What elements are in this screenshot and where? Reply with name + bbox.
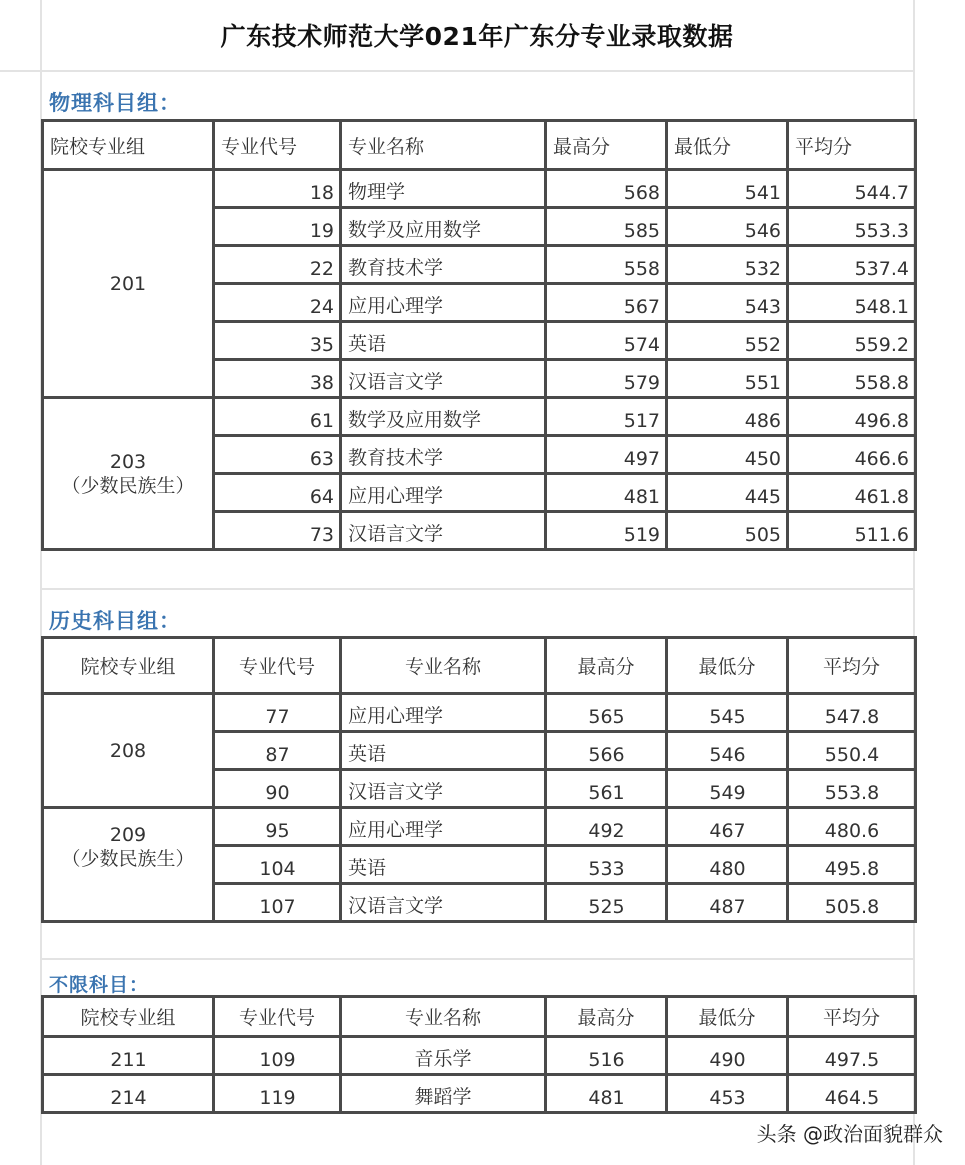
- avg-score: 550.4: [788, 732, 916, 770]
- column-header-group: 院校专业组: [43, 638, 214, 694]
- major-name: 应用心理学: [341, 284, 546, 322]
- group-number: 209: [109, 824, 147, 846]
- table-row: [43, 398, 916, 436]
- max-score: 567: [546, 284, 667, 322]
- avg-score: 558.8: [788, 360, 916, 398]
- max-score: 574: [546, 322, 667, 360]
- major-code: 38: [214, 360, 341, 398]
- table-header-row: [43, 997, 916, 1037]
- avg-score: 505.8: [788, 884, 916, 922]
- min-score: 546: [667, 732, 788, 770]
- column-header-avg: 平均分: [788, 997, 916, 1037]
- group-cell: [43, 170, 214, 398]
- column-header-name: 专业名称: [341, 121, 546, 170]
- min-score: 445: [667, 474, 788, 512]
- group-number: 208: [109, 739, 147, 762]
- max-score: 517: [546, 398, 667, 436]
- avg-score: 547.8: [788, 694, 916, 732]
- max-score: 481: [546, 474, 667, 512]
- table-row: [43, 1037, 916, 1075]
- major-name: 物理学: [341, 170, 546, 208]
- min-score: 505: [667, 512, 788, 550]
- group-note: （少数民族生）: [61, 848, 195, 870]
- group-number: 211: [43, 1037, 214, 1075]
- major-name: 数学及应用数学: [341, 398, 546, 436]
- major-name: 汉语言文学: [341, 884, 546, 922]
- section-label-physics: 物理科目组：: [49, 91, 181, 115]
- unrestricted-admission-table: [41, 995, 917, 1114]
- major-name: 应用心理学: [341, 694, 546, 732]
- major-name: 舞蹈学: [341, 1075, 546, 1113]
- max-score: 481: [546, 1075, 667, 1113]
- max-score: 558: [546, 246, 667, 284]
- page-title: 广东技术师范大学021年广东分专业录取数据: [220, 22, 734, 51]
- avg-score: 544.7: [788, 170, 916, 208]
- column-header-name: 专业名称: [341, 997, 546, 1037]
- major-name: 数学及应用数学: [341, 208, 546, 246]
- avg-score: 461.8: [788, 474, 916, 512]
- min-score: 450: [667, 436, 788, 474]
- min-score: 551: [667, 360, 788, 398]
- major-name: 应用心理学: [341, 808, 546, 846]
- avg-score: 464.5: [788, 1075, 916, 1113]
- min-score: 487: [667, 884, 788, 922]
- avg-score: 548.1: [788, 284, 916, 322]
- major-code: 109: [214, 1037, 341, 1075]
- table-row: [43, 694, 916, 732]
- avg-score: 495.8: [788, 846, 916, 884]
- group-number: 203: [109, 450, 147, 473]
- watermark: 头条 @政治面貌群众: [756, 1122, 943, 1146]
- major-code: 35: [214, 322, 341, 360]
- max-score: 561: [546, 770, 667, 808]
- major-name: 教育技术学: [341, 436, 546, 474]
- major-code: 61: [214, 398, 341, 436]
- major-code: 95: [214, 808, 341, 846]
- column-header-code: 专业代号: [214, 997, 341, 1037]
- avg-score: 480.6: [788, 808, 916, 846]
- major-name: 汉语言文学: [341, 770, 546, 808]
- max-score: 565: [546, 694, 667, 732]
- column-header-name: 专业名称: [341, 638, 546, 694]
- major-code: 87: [214, 732, 341, 770]
- major-name: 英语: [341, 846, 546, 884]
- group-cell: [43, 694, 214, 808]
- major-name: 英语: [341, 732, 546, 770]
- column-header-min: 最低分: [667, 638, 788, 694]
- group-cell: [43, 808, 214, 922]
- max-score: 492: [546, 808, 667, 846]
- max-score: 519: [546, 512, 667, 550]
- group-note: （少数民族生）: [61, 474, 195, 497]
- min-score: 490: [667, 1037, 788, 1075]
- min-score: 486: [667, 398, 788, 436]
- column-header-avg: 平均分: [788, 638, 916, 694]
- column-header-min: 最低分: [667, 121, 788, 170]
- max-score: 497: [546, 436, 667, 474]
- min-score: 541: [667, 170, 788, 208]
- max-score: 533: [546, 846, 667, 884]
- physics-admission-table: [41, 119, 917, 551]
- min-score: 467: [667, 808, 788, 846]
- min-score: 480: [667, 846, 788, 884]
- major-code: 63: [214, 436, 341, 474]
- major-name: 教育技术学: [341, 246, 546, 284]
- background-gridline: [41, 958, 913, 960]
- major-code: 64: [214, 474, 341, 512]
- table-row: [43, 808, 916, 846]
- avg-score: 497.5: [788, 1037, 916, 1075]
- avg-score: 553.8: [788, 770, 916, 808]
- column-header-min: 最低分: [667, 997, 788, 1037]
- min-score: 546: [667, 208, 788, 246]
- major-code: 119: [214, 1075, 341, 1113]
- history-admission-table: [41, 636, 917, 923]
- major-name: 汉语言文学: [341, 512, 546, 550]
- major-code: 77: [214, 694, 341, 732]
- major-code: 73: [214, 512, 341, 550]
- max-score: 516: [546, 1037, 667, 1075]
- avg-score: 466.6: [788, 436, 916, 474]
- major-code: 22: [214, 246, 341, 284]
- column-header-max: 最高分: [546, 638, 667, 694]
- column-header-avg: 平均分: [788, 121, 916, 170]
- avg-score: 553.3: [788, 208, 916, 246]
- column-header-group: 院校专业组: [43, 121, 214, 170]
- major-code: 104: [214, 846, 341, 884]
- title-band: [41, 0, 913, 70]
- max-score: 579: [546, 360, 667, 398]
- column-header-max: 最高分: [546, 121, 667, 170]
- major-name: 英语: [341, 322, 546, 360]
- major-code: 18: [214, 170, 341, 208]
- table-header-row: [43, 121, 916, 170]
- min-score: 549: [667, 770, 788, 808]
- min-score: 453: [667, 1075, 788, 1113]
- avg-score: 511.6: [788, 512, 916, 550]
- background-gridline: [41, 588, 913, 590]
- max-score: 566: [546, 732, 667, 770]
- major-name: 音乐学: [341, 1037, 546, 1075]
- avg-score: 537.4: [788, 246, 916, 284]
- max-score: 585: [546, 208, 667, 246]
- table-row: [43, 170, 916, 208]
- column-header-max: 最高分: [546, 997, 667, 1037]
- max-score: 568: [546, 170, 667, 208]
- min-score: 552: [667, 322, 788, 360]
- min-score: 532: [667, 246, 788, 284]
- section-label-history: 历史科目组：: [49, 609, 181, 633]
- major-name: 汉语言文学: [341, 360, 546, 398]
- avg-score: 496.8: [788, 398, 916, 436]
- column-header-code: 专业代号: [214, 638, 341, 694]
- table-header-row: [43, 638, 916, 694]
- group-cell: [43, 398, 214, 550]
- min-score: 543: [667, 284, 788, 322]
- avg-score: 559.2: [788, 322, 916, 360]
- major-name: 应用心理学: [341, 474, 546, 512]
- major-code: 19: [214, 208, 341, 246]
- column-header-code: 专业代号: [214, 121, 341, 170]
- major-code: 107: [214, 884, 341, 922]
- major-code: 90: [214, 770, 341, 808]
- major-code: 24: [214, 284, 341, 322]
- group-number: 201: [109, 272, 147, 295]
- section-label-unrestricted: 不限科目：: [49, 974, 150, 996]
- group-number: 214: [43, 1075, 214, 1113]
- column-header-group: 院校专业组: [43, 997, 214, 1037]
- table-row: [43, 1075, 916, 1113]
- min-score: 545: [667, 694, 788, 732]
- background-gridline: [0, 70, 913, 72]
- max-score: 525: [546, 884, 667, 922]
